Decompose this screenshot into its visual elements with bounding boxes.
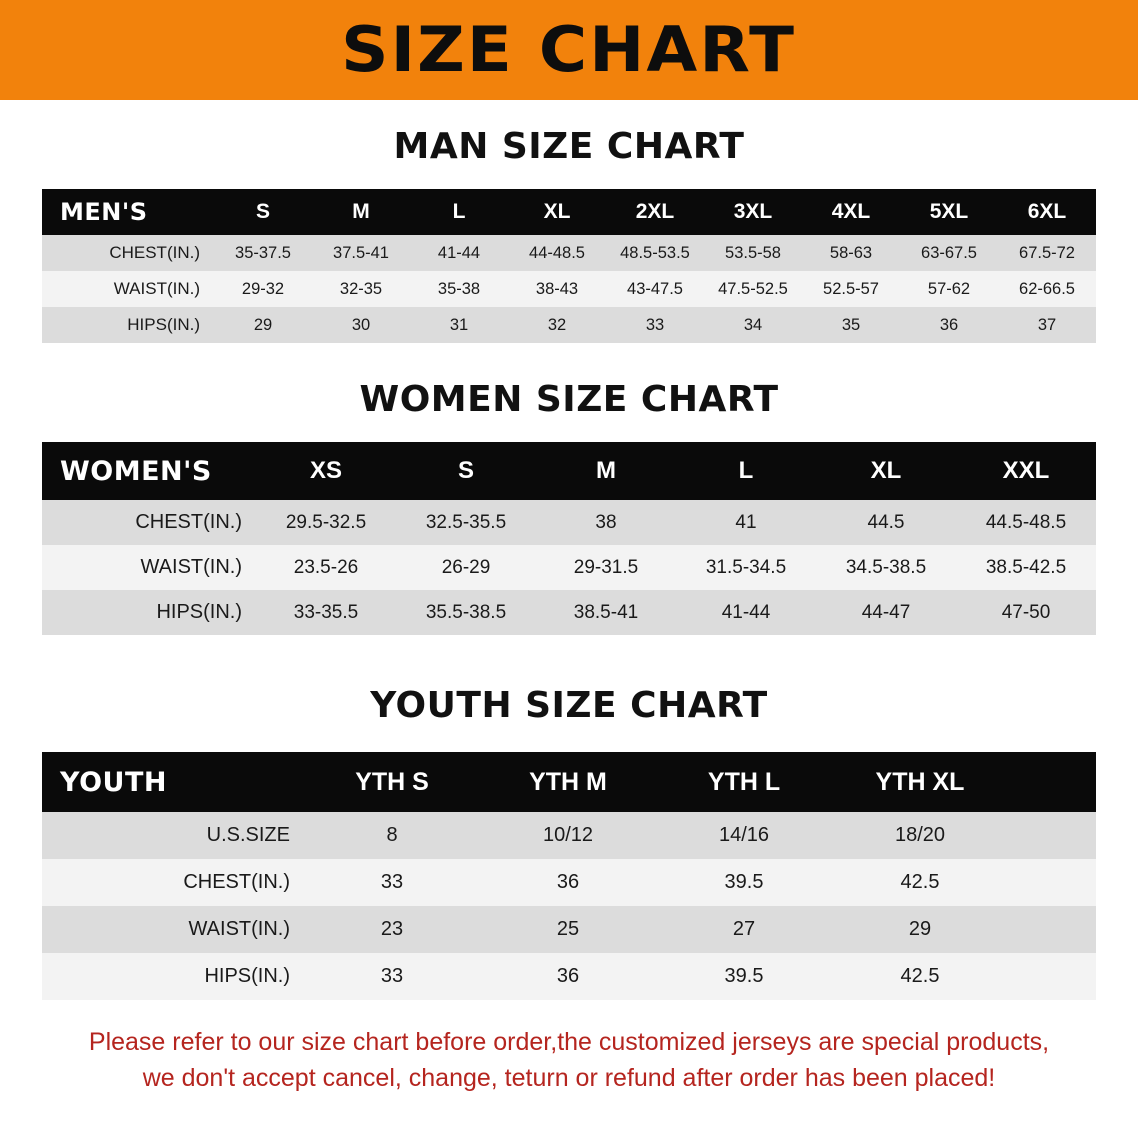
table-cell: 58-63: [829, 243, 873, 262]
youth-section-title: YOUTH SIZE CHART: [370, 685, 768, 726]
men-col-header: 5XL: [900, 189, 998, 235]
table-row: [42, 812, 1096, 859]
men-col-header: 4XL: [802, 189, 900, 235]
table-cell: 33: [380, 965, 404, 987]
table-row: [42, 307, 1096, 343]
table-cell: 35-38: [437, 279, 481, 298]
women-row-label: CHEST(IN.): [135, 511, 242, 533]
table-cell: 35-37.5: [235, 243, 291, 262]
table-cell: 47-50: [1001, 601, 1051, 623]
page-title: SIZE CHART: [341, 13, 797, 86]
table-cell: 53.5-58: [725, 243, 781, 262]
women-col-header: M: [536, 442, 676, 500]
youth-row-label: CHEST(IN.): [183, 871, 290, 893]
policy-note-line-1: Please refer to our size chart before order,the customized jerseys are special products,: [88, 1028, 1050, 1056]
table-cell: 32: [547, 315, 567, 334]
page-banner: [0, 0, 1138, 100]
table-cell: 34: [743, 315, 763, 334]
table-cell-spacer: [1008, 859, 1096, 906]
table-cell: 44.5-48.5: [985, 511, 1067, 533]
table-cell: 33-35.5: [293, 601, 359, 623]
women-col-header: XS: [256, 442, 396, 500]
table-cell: 29-32: [241, 279, 285, 298]
youth-col-header: YTH XL: [832, 752, 1008, 812]
women-row-label: WAIST(IN.): [140, 556, 242, 578]
table-row: [42, 235, 1096, 271]
table-row: [42, 859, 1096, 906]
women-size-table: [42, 442, 1096, 635]
table-cell: 52.5-57: [823, 279, 879, 298]
table-cell: 34.5-38.5: [845, 556, 927, 578]
men-col-header: 6XL: [998, 189, 1096, 235]
youth-row-label: WAIST(IN.): [188, 918, 290, 940]
table-cell: 44-47: [861, 601, 911, 623]
women-col-header: S: [396, 442, 536, 500]
youth-col-header: YTH S: [304, 752, 480, 812]
men-row-label: HIPS(IN.): [127, 315, 200, 334]
table-cell: 29: [908, 918, 932, 940]
table-cell-spacer: [1008, 906, 1096, 953]
table-cell: 44.5: [867, 511, 905, 533]
men-col-header: 3XL: [704, 189, 802, 235]
table-cell: 32-35: [339, 279, 383, 298]
table-cell: 57-62: [927, 279, 971, 298]
table-cell: 32.5-35.5: [425, 511, 507, 533]
women-row-label: HIPS(IN.): [156, 601, 242, 623]
table-cell: 41-44: [721, 601, 771, 623]
table-row: [42, 545, 1096, 590]
table-cell: 29: [253, 315, 273, 334]
youth-size-table-wrapper: [42, 752, 1096, 1000]
table-header-row: [42, 752, 1096, 812]
youth-header-spacer: [1008, 752, 1096, 812]
men-col-header: L: [410, 189, 508, 235]
youth-col-header: YTH M: [480, 752, 656, 812]
table-cell: 42.5: [900, 871, 940, 893]
men-col-header: M: [312, 189, 410, 235]
table-cell: 8: [386, 824, 398, 846]
women-row-label-header: WOMEN'S: [42, 442, 256, 500]
table-cell: 10/12: [542, 824, 594, 846]
women-col-header: L: [676, 442, 816, 500]
table-cell: 36: [939, 315, 959, 334]
table-cell: 30: [351, 315, 371, 334]
youth-col-header: YTH L: [656, 752, 832, 812]
table-cell: 38.5-41: [573, 601, 639, 623]
table-cell: 23: [380, 918, 404, 940]
table-cell: 36: [556, 871, 580, 893]
men-col-header: S: [214, 189, 312, 235]
table-row: [42, 271, 1096, 307]
table-row: [42, 906, 1096, 953]
table-row: [42, 590, 1096, 635]
table-cell: 38.5-42.5: [985, 556, 1067, 578]
men-row-label: CHEST(IN.): [109, 243, 200, 262]
table-cell: 42.5: [900, 965, 940, 987]
table-cell: 39.5: [724, 965, 764, 987]
women-col-header: XL: [816, 442, 956, 500]
youth-size-table: [42, 752, 1096, 1000]
men-row-label-header: MEN'S: [42, 189, 214, 235]
table-cell: 29.5-32.5: [285, 511, 367, 533]
table-cell: 63-67.5: [921, 243, 977, 262]
table-cell: 39.5: [724, 871, 764, 893]
table-cell-spacer: [1008, 953, 1096, 1000]
table-cell: 62-66.5: [1019, 279, 1075, 298]
table-cell: 48.5-53.5: [620, 243, 690, 262]
table-cell: 31.5-34.5: [705, 556, 787, 578]
table-cell-spacer: [1008, 812, 1096, 859]
table-row: [42, 953, 1096, 1000]
table-cell: 41-44: [437, 243, 481, 262]
men-col-header: XL: [508, 189, 606, 235]
man-size-table-wrapper: [42, 189, 1096, 343]
youth-row-label: HIPS(IN.): [204, 965, 290, 987]
table-row: [42, 500, 1096, 545]
table-cell: 41: [735, 511, 757, 533]
table-cell: 47.5-52.5: [718, 279, 788, 298]
table-cell: 23.5-26: [293, 556, 359, 578]
men-row-label: WAIST(IN.): [113, 279, 200, 298]
women-size-table-wrapper: [42, 442, 1096, 635]
table-cell: 38: [595, 511, 617, 533]
table-cell: 35.5-38.5: [425, 601, 507, 623]
table-cell: 35: [841, 315, 861, 334]
table-cell: 25: [556, 918, 580, 940]
women-col-header: XXL: [956, 442, 1096, 500]
table-cell: 37.5-41: [333, 243, 389, 262]
man-section-title: MAN SIZE CHART: [393, 126, 745, 167]
youth-row-label-header: YOUTH: [42, 752, 304, 812]
table-cell: 44-48.5: [529, 243, 585, 262]
youth-row-label: U.S.SIZE: [206, 824, 290, 846]
table-cell: 14/16: [718, 824, 770, 846]
table-cell: 29-31.5: [573, 556, 639, 578]
table-cell: 33: [380, 871, 404, 893]
policy-note-line-2: we don't accept cancel, change, teturn or refund after order has been placed!: [142, 1064, 996, 1093]
table-cell: 36: [556, 965, 580, 987]
table-header-row: [42, 189, 1096, 235]
table-cell: 31: [449, 315, 469, 334]
man-size-table: [42, 189, 1096, 343]
policy-note: [40, 1024, 1098, 1097]
table-cell: 43-47.5: [627, 279, 683, 298]
table-cell: 38-43: [535, 279, 579, 298]
women-section-title: WOMEN SIZE CHART: [359, 379, 779, 420]
table-cell: 33: [645, 315, 665, 334]
table-cell: 27: [732, 918, 756, 940]
table-cell: 37: [1037, 315, 1057, 334]
table-header-row: [42, 442, 1096, 500]
table-cell: 67.5-72: [1019, 243, 1075, 262]
table-cell: 26-29: [441, 556, 491, 578]
men-col-header: 2XL: [606, 189, 704, 235]
table-cell: 18/20: [894, 824, 946, 846]
